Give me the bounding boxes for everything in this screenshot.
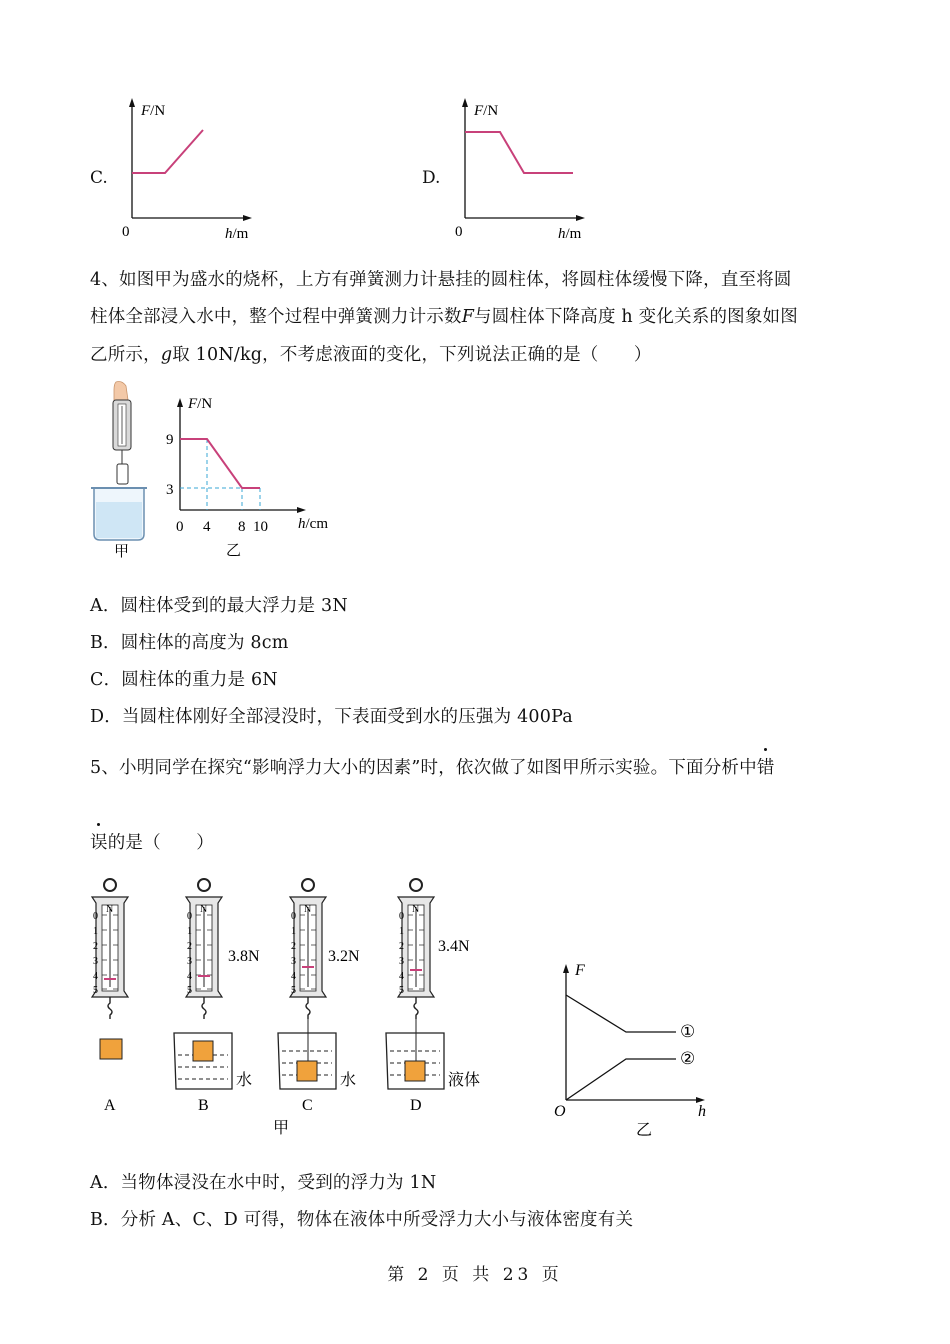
- svg-text:0: 0: [187, 911, 192, 922]
- svg-text:N: N: [304, 904, 312, 915]
- scale-d: [386, 879, 480, 1114]
- scale-a-label: A: [104, 1097, 116, 1114]
- option-c-label: C.: [90, 168, 108, 188]
- q5-option-b[interactable]: B．分析 A、C、D 可得，物体在液体中所受浮力大小与液体密度有关: [90, 1210, 634, 1230]
- svg-text:4: 4: [291, 971, 296, 982]
- q5-option-a[interactable]: A．当物体浸没在水中时，受到的浮力为 1N: [90, 1173, 437, 1193]
- x-tick-4: 4: [203, 519, 211, 535]
- svg-text:N: N: [412, 904, 420, 915]
- x-tick-0: 0: [176, 519, 184, 535]
- svg-text:3: 3: [291, 956, 296, 967]
- curve-1-label: ①: [680, 1022, 696, 1041]
- curve-1: [566, 995, 676, 1032]
- scale-d-reading: 3.4N: [438, 938, 470, 955]
- option-d-label: D.: [422, 168, 441, 188]
- svg-text:2: 2: [187, 941, 192, 952]
- q5-fig-yi-label: 乙: [636, 1122, 653, 1139]
- q4-curve: [180, 439, 260, 488]
- svg-text:5: 5: [93, 985, 98, 996]
- svg-text:0: 0: [291, 911, 296, 922]
- q4-graph-yi: [160, 390, 340, 560]
- curve-2-label: ②: [680, 1049, 696, 1068]
- svg-text:0: 0: [455, 224, 463, 240]
- svg-text:5: 5: [399, 985, 404, 996]
- curve-2: [566, 1059, 676, 1100]
- svg-text:F/N: F/N: [188, 396, 213, 412]
- svg-text:h/m: h/m: [558, 226, 582, 240]
- y-tick-9: 9: [166, 432, 174, 448]
- svg-text:4: 4: [93, 971, 98, 982]
- svg-text:h/cm: h/cm: [298, 516, 328, 532]
- svg-text:N: N: [106, 904, 114, 915]
- svg-text:1: 1: [187, 926, 192, 937]
- q5-stem-line1: 5、小明同学在探究“影响浮力大小的因素”时，依次做了如图甲所示实验。下面分析中错: [90, 758, 775, 778]
- option-d-graph: [448, 95, 598, 240]
- origin-label: 0: [122, 224, 130, 240]
- fig-jia-label: 甲: [114, 544, 130, 560]
- svg-text:4: 4: [187, 971, 192, 982]
- q4-figure-jia: [88, 380, 158, 560]
- svg-text:5: 5: [187, 985, 192, 996]
- page-footer: 第 2 页 共 23 页: [387, 1265, 563, 1285]
- svg-text:水: 水: [340, 1072, 357, 1089]
- water: [96, 502, 142, 538]
- q4-option-b[interactable]: B．圆柱体的高度为 8cm: [90, 633, 289, 653]
- block-b: [193, 1041, 213, 1061]
- svg-text:液体: 液体: [448, 1072, 481, 1089]
- q4-option-c[interactable]: C．圆柱体的重力是 6N: [90, 670, 278, 690]
- block-c: [297, 1061, 317, 1081]
- svg-text:3: 3: [187, 956, 192, 967]
- option-d-curve: [465, 132, 573, 173]
- option-c-graph: [115, 95, 265, 240]
- svg-text:F: F: [575, 962, 585, 979]
- q5-stem-line2: 误的是（ ）: [90, 833, 214, 853]
- svg-text:水: 水: [236, 1072, 253, 1089]
- svg-text:O: O: [554, 1103, 566, 1120]
- svg-text:4: 4: [399, 971, 404, 982]
- svg-text:h: h: [698, 1103, 706, 1120]
- q4-stem-line3: 乙所示，g取 10N/kg，不考虑液面的变化，下列说法正确的是（ ）: [90, 345, 652, 365]
- y-arrow: [129, 98, 135, 107]
- x-arrow: [243, 215, 252, 221]
- block-a: [100, 1039, 122, 1059]
- q4-option-a[interactable]: A．圆柱体受到的最大浮力是 3N: [90, 596, 348, 616]
- y-tick-3: 3: [166, 482, 174, 498]
- block-d: [405, 1061, 425, 1081]
- fig-yi-label: 乙: [226, 543, 242, 559]
- scale-b: [174, 879, 260, 1114]
- svg-text:2: 2: [291, 941, 296, 952]
- cylinder: [117, 464, 128, 484]
- q5-figure-jia: [80, 875, 500, 1145]
- q4-stem-line1: 4、如图甲为盛水的烧杯，上方有弹簧测力计悬挂的圆柱体，将圆柱体缓慢下降，直至将圆: [90, 270, 792, 290]
- scale-d-label: D: [410, 1097, 422, 1114]
- q5-fig-jia-label: 甲: [273, 1120, 290, 1137]
- option-c-curve: [132, 130, 203, 173]
- y-axis-label: F/N: [141, 103, 166, 119]
- svg-text:5: 5: [291, 985, 296, 996]
- svg-text:0: 0: [399, 911, 404, 922]
- x-tick-8: 8: [238, 519, 246, 535]
- scale-b-reading: 3.8N: [228, 948, 260, 965]
- svg-text:2: 2: [93, 941, 98, 952]
- q5-graph-yi: [548, 955, 718, 1140]
- x-axis-label: h/m: [225, 226, 249, 240]
- svg-text:1: 1: [93, 926, 98, 937]
- hand-icon: [114, 382, 128, 401]
- svg-text:3: 3: [399, 956, 404, 967]
- q4-stem-line2: 柱体全部浸入水中，整个过程中弹簧测力计示数F与圆柱体下降高度 h 变化关系的图象如图: [90, 307, 798, 327]
- svg-text:2: 2: [399, 941, 404, 952]
- scale-c-reading: 3.2N: [328, 948, 360, 965]
- svg-text:1: 1: [399, 926, 404, 937]
- scale-a: [92, 879, 128, 1114]
- svg-text:3: 3: [93, 956, 98, 967]
- x-tick-10: 10: [253, 519, 268, 535]
- svg-text:1: 1: [291, 926, 296, 937]
- svg-text:F/N: F/N: [474, 103, 499, 119]
- scale-c: [278, 879, 360, 1114]
- svg-text:N: N: [200, 904, 208, 915]
- q4-option-d[interactable]: D．当圆柱体刚好全部浸没时，下表面受到水的压强为 400Pa: [90, 707, 573, 727]
- scale-c-label: C: [302, 1097, 313, 1114]
- scale-b-label: B: [198, 1097, 209, 1114]
- svg-text:0: 0: [93, 911, 98, 922]
